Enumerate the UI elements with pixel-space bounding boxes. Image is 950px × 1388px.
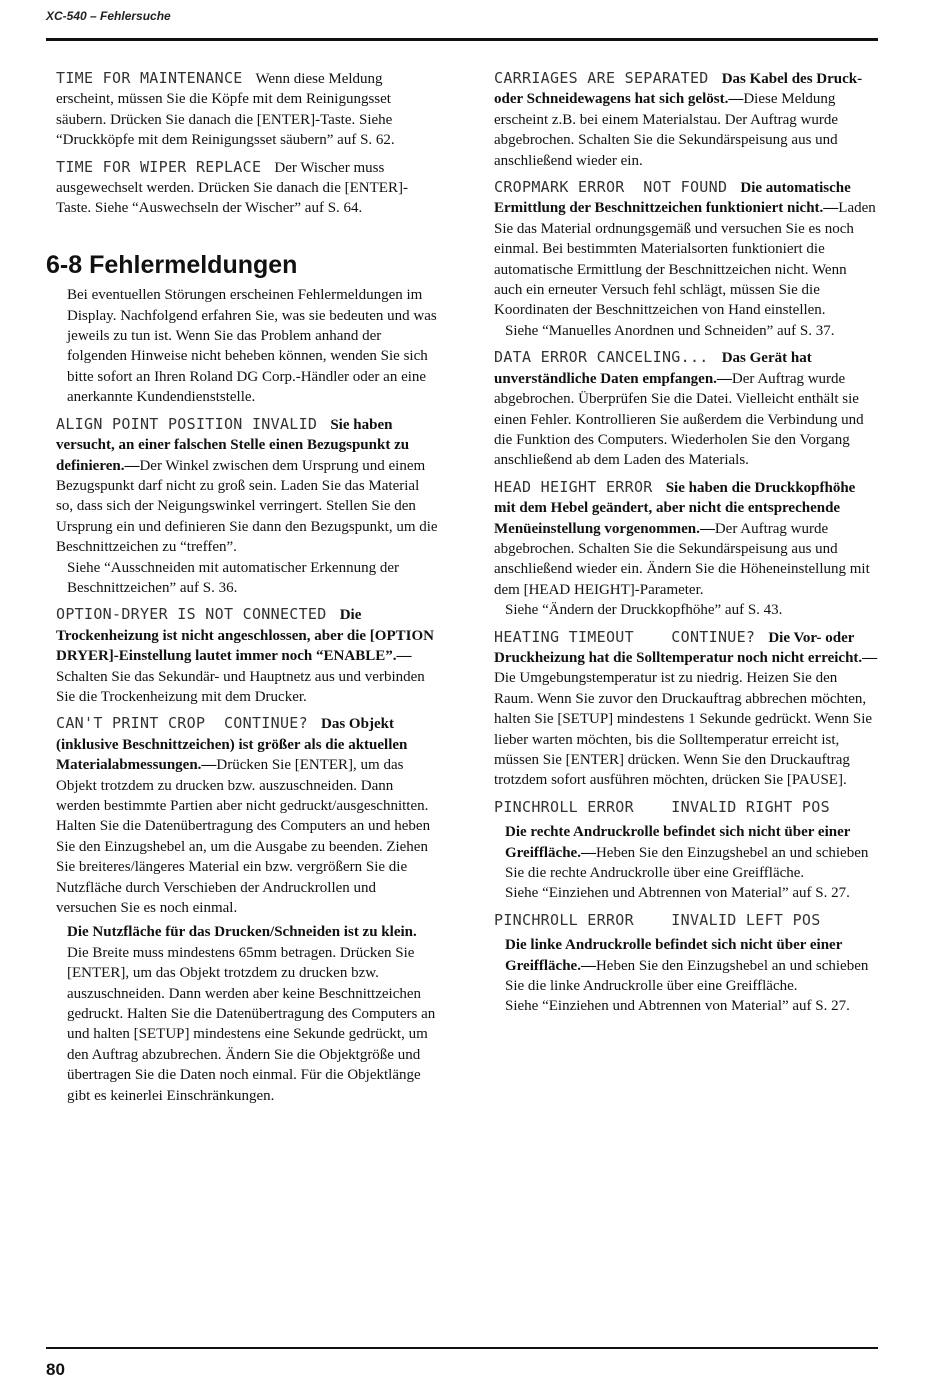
cross-reference: Siehe “Manuelles Anordnen und Schneiden” auf S. 37. [505, 322, 835, 339]
error-message-code: TIME FOR WIPER REPLACE [56, 157, 271, 176]
entry-lead: Sie haben versucht, an einer falschen Stelle einen Bezugspunkt zu definieren.— [56, 416, 410, 474]
entry-carriages-separated [494, 68, 878, 171]
entry-data-error [494, 347, 878, 470]
entry-text: Der Winkel zwischen dem Ursprung und einem Bezugspunkt darf nicht zu groß sein. Laden Sie das Material so, dass sich der Neigungswinkel verringert. Stellen Sie den Ursprung ein und definieren Sie dann den Bezugspunkt, um die Beschnittzeichen zu “treffen”. [56, 457, 438, 556]
entry-text: Der Auftrag wurde abgebrochen. Überprüfen Sie die Datei. Vielleicht enthält sie einen Fehler. Kontrollieren Sie außerdem die Verbindung und die Funktion des Computers. Wiederholen Sie den Vorgang anschließend ab dem Laden des Materials. [494, 370, 864, 469]
entry-text: Wenn diese Meldung erscheint, müssen Sie die Köpfe mit dem Reinigungsset säubern. Drücken Sie danach die [ENTER]-Taste. Siehe “Druckköpfe mit dem Reinigungsset säubern” auf S. 62. [56, 71, 395, 149]
entry-align-point [56, 414, 440, 599]
footer-rule [46, 1347, 878, 1349]
entry-lead: Die Trockenheizung ist nicht angeschlossen, aber die [OPTION DRYER]-Einstellung lautet immer noch “ENABLE”.— [56, 607, 434, 665]
error-message-code: PINCHROLL ERROR INVALID RIGHT POS [494, 797, 840, 816]
entry-text: Der Wischer muss ausgewechselt werden. Drücken Sie danach die [ENTER]-Taste. Siehe “Auswechseln der Wischer” auf S. 64. [56, 159, 408, 217]
entry-text: Der Auftrag wurde abgebrochen. Schalten Sie die Sekundärspeisung aus und anschließend wieder ein. Ändern Sie die Höheneinstellung mit dem [HEAD HEIGHT]-Parameter. [494, 520, 870, 598]
entry-text: Laden Sie das Material ordnungsgemäß und versuchen Sie es noch einmal. Bei bestimmten Materialsorten funktioniert die automatische Ermittlung der Beschnittzeichen nicht. Wenn auch ein erneuter Versuch fehl schlägt, müssen Sie die Koordinaten der Beschnittzeichen von Hand einstellen. [494, 200, 876, 319]
section-title: 6-8 Fehlermeldungen [46, 250, 298, 279]
entry-text: Diese Meldung erscheint z.B. bei einem Materialstau. Der Auftrag wurde abgebrochen. Schalten Sie die Sekundärspeisung aus und anschließend wieder ein. [494, 91, 839, 169]
entry-lead: Die linke Andruckrolle befindet sich nicht über einer Greiffläche.— [505, 937, 843, 974]
entry-lead: Sie haben die Druckkopfhöhe mit dem Hebel geändert, aber nicht die entsprechende Menüeinstellung vorgenommen.— [494, 479, 856, 537]
entry-text: Die Umgebungstemperatur ist zu niedrig. Heizen Sie den Raum. Wenn Sie zuvor den Druckauftrag abbrechen möchten, halten Sie [SETUP] mindestens 1 Sekunde gedrückt. Wenn Sie lieber warten möchten, bis die Solltemperatur erreicht ist, müssen Sie [ENTER] drücken. Wenn Sie den Druckauftrag trotzdem sofort ausführen möchten, drücken Sie [PAUSE]. [494, 670, 873, 789]
error-message-code: PINCHROLL ERROR INVALID LEFT POS [494, 910, 830, 929]
entry-lead: Das Objekt (inklusive Beschnittzeichen) ist größer als die aktuellen Materialabmessungen.— [56, 716, 408, 774]
error-message-code: CROPMARK ERROR NOT FOUND [494, 178, 737, 197]
error-message-code: TIME FOR MAINTENANCE [56, 69, 252, 87]
error-message-code: OPTION-DRYER IS NOT CONNECTED [56, 605, 336, 624]
cross-reference: Siehe “Einziehen und Abtrennen von Material” auf S. 27. [505, 998, 850, 1015]
entry-cant-print-crop [56, 713, 440, 1106]
entry-pinchroll-right [494, 797, 878, 904]
error-message-code: CARRIAGES ARE SEPARATED [494, 69, 718, 87]
section-intro: Bei eventuellen Störungen erscheinen Fehlermeldungen im Display. Nachfolgend erfahren Sie, was sie bedeuten und was jeweils zu tun ist. Wenn Sie das Problem anhand der folgenden Hinweise nicht beheben können, wenden Sie sich bitte sofort an Ihren Roland DG Corp.-Händler oder an eine anerkannte Kundendienststelle. [67, 287, 437, 406]
entry-heating-timeout [494, 627, 878, 791]
entry-lead: Die automatische Ermittlung der Beschnittzeichen funktioniert nicht.— [494, 180, 851, 217]
entry-lead: Das Gerät hat unverständliche Daten empfangen.— [494, 350, 812, 387]
entry-cropmark-error [494, 177, 878, 341]
page-number: 80 [46, 1360, 65, 1379]
entry-text: Schalten Sie das Sekundär- und Hauptnetz aus und verbinden Sie die Trockenheizung mit dem Drucker. [56, 668, 425, 705]
entry-time-for-wiper-replace [56, 157, 440, 219]
entry-text: Heben Sie den Einzugshebel an und schieben Sie die rechte Andruckrolle über eine Greiffläche. [505, 844, 869, 882]
entry-lead: Die Vor- oder Druckheizung hat die Solltemperatur noch nicht erreicht.— [494, 629, 878, 666]
left-column [46, 68, 440, 1112]
error-message-code: DATA ERROR CANCELING... [494, 348, 718, 367]
error-message-code: ALIGN POINT POSITION INVALID [56, 414, 327, 433]
entry-lead: Das Kabel des Druck- oder Schneidewagens hat sich gelöst.— [494, 71, 863, 108]
entry-text: Drücken Sie [ENTER], um das Objekt trotzdem zu drucken bzw. auszuschneiden. Dann werden bestimmte Partien aber nicht gedruckt/ausgeschnitten. Halten Sie die Datenübertragung des Computers an und heben Sie den Einzugshebel an, um die Ausgabe zu beenden. Ziehen Sie breiteres/längeres Material ein bzw. vergrößern Sie die Nutzfläche durch Verschieben der Andruckrollen und versuchen Sie es noch einmal. [56, 757, 431, 917]
error-message-code: HEATING TIMEOUT CONTINUE? [494, 627, 765, 646]
entry-pinchroll-left [494, 910, 878, 1017]
cross-reference: Siehe “Ändern der Druckkopfhöhe” auf S. 43. [505, 602, 783, 619]
cross-reference: Siehe “Ausschneiden mit automatischer Erkennung der Beschnittzeichen” auf S. 36. [67, 559, 399, 596]
entry-lead: Die rechte Andruckrolle befindet sich nicht über einer Greiffläche.— [505, 824, 851, 861]
right-column [494, 68, 878, 1023]
entry-option-dryer [56, 604, 440, 707]
entry-subheading: Die Nutzfläche für das Drucken/Schneiden ist zu klein. [67, 924, 417, 941]
header-rule [46, 38, 878, 41]
entry-text-secondary: Die Breite muss mindestens 65mm betragen. Drücken Sie [ENTER], um das Objekt trotzdem zu drucken bzw. auszuschneiden. Dann werden aber keine Beschnittzeichen gedruckt. Halten Sie die Datenübertragung des Computers an und halten [SETUP] mindestens eine Sekunde gedrückt, um den Auftrag abzubrechen. Ändern Sie die Objektgröße und übertragen Sie die Daten noch einmal. Für die Objektlänge gibt es keinerlei Einschränkungen. [67, 944, 436, 1104]
entry-text: Heben Sie den Einzugshebel an und schieben Sie die linke Andruckrolle über eine Greiffläche. [505, 957, 869, 995]
cross-reference: Siehe “Einziehen und Abtrennen von Material” auf S. 27. [505, 885, 850, 902]
entry-time-for-maintenance [56, 68, 440, 151]
error-message-code: HEAD HEIGHT ERROR [494, 477, 662, 496]
error-message-code: CAN'T PRINT CROP CONTINUE? [56, 714, 318, 733]
running-header: XC-540 – Fehlersuche [46, 9, 171, 23]
entry-head-height-error [494, 477, 878, 621]
